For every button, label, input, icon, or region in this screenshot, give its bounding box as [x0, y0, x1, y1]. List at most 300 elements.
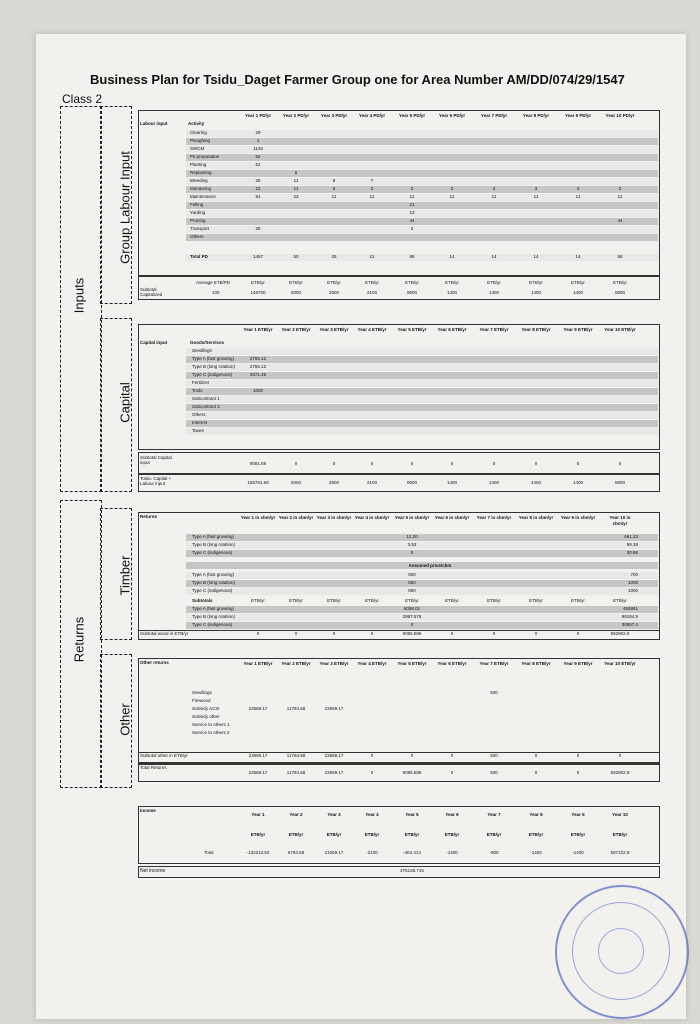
pd-value: 22 — [255, 186, 261, 191]
labour-section-label: Group Labour Input — [117, 151, 133, 264]
capital-value: 2571.45 — [249, 372, 267, 377]
row-shading — [186, 404, 658, 411]
pd-value: 11 — [533, 194, 539, 199]
subtotal-value: 0 — [410, 622, 414, 627]
subtotal-value: 0 — [618, 753, 622, 758]
price-value: 850 — [408, 580, 416, 585]
column-header: Year 3 in cbm/yr — [316, 515, 352, 520]
timber-section-label: Timber — [117, 555, 133, 596]
year-header: Year 6 — [445, 812, 459, 817]
total-value: 9095.586 — [402, 770, 422, 775]
pd-value: 62 — [255, 162, 261, 167]
income-value: -404.414 — [403, 850, 421, 855]
year-header: Year 10 — [612, 812, 628, 817]
activity-label: Replanting — [190, 170, 212, 175]
activity-label: Ploughing — [190, 138, 211, 143]
unit-header: ETB/yr — [326, 832, 342, 837]
row-shading — [186, 412, 658, 419]
column-header: Year 6 ETB/yr — [437, 327, 467, 332]
total-value: 1400 — [530, 480, 541, 485]
pd-value: 14 — [449, 254, 455, 259]
subtotal-value: 0 — [450, 753, 454, 758]
goods-label: Fertilizer — [192, 380, 210, 385]
column-header: Year 3 PD/yr — [320, 113, 348, 118]
total-value: 592902.9 — [610, 770, 630, 775]
subtotal-value: 0 — [370, 461, 374, 466]
activity-label: Weeding — [190, 178, 208, 183]
pd-value: 11 — [331, 194, 337, 199]
pd-value: 14 — [575, 254, 581, 259]
year-header: Year 2 — [289, 812, 303, 817]
goods-label: Interest — [192, 420, 208, 425]
subtotal-value: 1400 — [572, 290, 583, 295]
total-value: 2500 — [328, 480, 339, 485]
pd-value: 11 — [293, 186, 299, 191]
other-value: 500 — [490, 690, 498, 695]
subtotal-value: 9095.586 — [402, 631, 422, 636]
row-shading — [186, 420, 658, 427]
other-value: 23569.17 — [324, 706, 344, 711]
column-header: Year 10 ETB/yr — [604, 661, 636, 666]
subtotal-value: 0 — [256, 631, 260, 636]
column-header: Year 7 in cbm/yr — [476, 515, 512, 520]
pd-value: 21 — [369, 254, 375, 259]
pd-value: 3 — [618, 186, 622, 191]
pd-value: 3 — [576, 186, 580, 191]
unit-header: ETB/yr — [613, 280, 627, 285]
income-value: 6784.58 — [287, 850, 305, 855]
page-title: Business Plan for Tsidu_Daget Farmer Group one for Area Number AM/DD/074/29/1547 — [90, 72, 625, 87]
subtotal-value: 1400 — [446, 290, 457, 295]
column-header: Year 6 ETB/yr — [437, 661, 467, 666]
pd-value: 11 — [491, 194, 497, 199]
activity-label: Maintenance — [190, 194, 216, 199]
pd-value: 6 — [294, 170, 298, 175]
species-label: Type A (fast growing) — [192, 572, 235, 577]
pd-value: 3 — [410, 226, 414, 231]
pd-value: 3 — [492, 186, 496, 191]
column-header: Year 9 PD/yr — [564, 113, 592, 118]
column-header: Year 3 ETB/yr — [319, 327, 349, 332]
unit-header: ETB/yr — [404, 832, 420, 837]
unit-header: ETB/yr — [251, 280, 265, 285]
unit-header: ETB/yr — [405, 280, 419, 285]
column-header: Year 7 PD/yr — [480, 113, 508, 118]
other-return-label: Subsidy ACSI — [192, 706, 220, 711]
pd-value: 50 — [293, 254, 299, 259]
column-header: Year 6 in cbm/yr — [434, 515, 470, 520]
pd-value: 11 — [617, 194, 623, 199]
column-header: Year 5 in cbm/yr — [394, 515, 430, 520]
activity-label: Transport — [190, 226, 210, 231]
other-section-label: Other — [117, 703, 133, 736]
pd-value: 4 — [256, 138, 260, 143]
pd-value: 25 — [331, 254, 337, 259]
column-header: Year 2 ETB/yr — [281, 327, 311, 332]
unit-header: ETB/yr — [445, 280, 459, 285]
pd-value: 44 — [409, 218, 415, 223]
column-header: Year 10 PD/yr — [605, 113, 635, 118]
subtotal-value: 0 — [332, 631, 336, 636]
pd-value: 11 — [449, 194, 455, 199]
subtotal-value: 6098.01 — [403, 606, 421, 611]
column-header: Year 5 PD/yr — [398, 113, 426, 118]
pd-value: 11 — [409, 194, 415, 199]
total-label: Total — [204, 850, 214, 855]
column-header: Year 9 in cbm/yr — [560, 515, 596, 520]
price-value: 500 — [408, 572, 416, 577]
column-header: Year 9 ETB/yr — [563, 661, 593, 666]
pd-value: 25 — [255, 226, 261, 231]
year-header: Year 5 — [405, 812, 419, 817]
income-value: -1400 — [572, 850, 584, 855]
unit-header: ETB/yr — [250, 832, 266, 837]
total-label: Total= Capital + Labour input — [140, 476, 172, 486]
stamp-emblem — [598, 928, 644, 974]
goods-label: Subcontract 2 — [192, 404, 220, 409]
total-value: 1400 — [488, 480, 499, 485]
volume-value: 0 — [410, 550, 414, 555]
subtotal-value: 1400 — [488, 290, 499, 295]
activity-label: Others — [190, 234, 204, 239]
species-label: Type B (long rotation) — [192, 614, 236, 619]
capital-value: 2755.12 — [249, 364, 267, 369]
subtotal-value: 1400 — [530, 290, 541, 295]
net-income-label: Net income — [140, 868, 166, 874]
species-label: Type B (long rotation) — [192, 542, 236, 547]
pd-value: 3 — [410, 186, 414, 191]
capital-value: 1000 — [252, 388, 263, 393]
subtotal-label: Subtotal Capital input — [140, 455, 172, 465]
column-header: Year 4 ETB/yr — [357, 327, 387, 332]
column-header: Year 10 in cbm/yr — [609, 515, 631, 526]
pd-value: 13 — [409, 210, 415, 215]
subtotal-label: Subtotal other in ETB/yr — [140, 753, 188, 758]
subtotal-value: 0 — [576, 753, 580, 758]
column-header: Year 8 in cbm/yr — [518, 515, 554, 520]
column-header: Year 4 ETB/yr — [357, 661, 387, 666]
column-header: Year 1 ETB/yr — [243, 327, 273, 332]
subtotal-value: 23569.17 — [248, 753, 268, 758]
goods-label: Tools — [192, 388, 203, 393]
unit-header: ETB/yr — [365, 280, 379, 285]
subtotal-value: 2500 — [328, 290, 339, 295]
species-label: Type A (fast growing) — [192, 534, 235, 539]
subtotal-value: 0 — [294, 461, 298, 466]
unit-header: ETB/yr — [327, 280, 341, 285]
other-value: 11784.58 — [286, 706, 306, 711]
inputs-group-label: Inputs — [71, 277, 87, 314]
subtotal-value: 146700 — [250, 290, 266, 295]
pd-value: 11 — [369, 194, 375, 199]
unit-header: ETB/yr — [529, 598, 543, 603]
subtotal-value: 99184.5 — [621, 614, 638, 619]
net-income-value: 475139.716 — [400, 868, 424, 873]
other-table-box — [138, 658, 660, 764]
species-label: Type A (fast growing) — [192, 606, 235, 611]
subtotal-value: 0 — [450, 461, 454, 466]
unit-header: ETB/yr — [571, 280, 585, 285]
column-header: Year 2 ETB/yr — [281, 661, 311, 666]
subtotal-value: 0 — [332, 461, 336, 466]
column-header: Year 5 ETB/yr — [397, 661, 427, 666]
subtotal-value: 0 — [370, 753, 374, 758]
pd-value: 91 — [255, 194, 261, 199]
subtotal-label: Subtotal wood in ETB/yr — [140, 631, 189, 636]
volume-value: 3.53 — [407, 542, 417, 547]
activity-label: Pit preparation — [190, 154, 220, 159]
subtotal-value: 2997.576 — [402, 614, 422, 619]
year-header: Year 7 — [487, 812, 501, 817]
unit-header: ETB/yr — [445, 598, 459, 603]
subtotal-value: 0 — [410, 753, 414, 758]
other-return-label: Service to others 1 — [192, 722, 230, 727]
subtotal-value: 0 — [576, 461, 580, 466]
price-value: 700 — [630, 572, 638, 577]
total-value: 5800 — [614, 480, 625, 485]
corner-label: Capital input — [140, 340, 168, 345]
pd-value: 44 — [617, 218, 623, 223]
corner-label: Labour input — [140, 121, 168, 126]
subtotal-value: 23569.17 — [324, 753, 344, 758]
other-value: 23569.17 — [248, 706, 268, 711]
activity-label: Felling — [190, 202, 204, 207]
subtotal-value: 9081.69 — [249, 461, 267, 466]
subtotal-value: 0 — [534, 753, 538, 758]
pd-value: 6 — [332, 186, 336, 191]
column-header: Year 1 ETB/yr — [243, 661, 273, 666]
goods-label: Type B (long rotation) — [192, 364, 236, 369]
assumed-price-label: Assumed price/cbm — [408, 563, 452, 568]
volume-value: 99.18 — [626, 542, 638, 547]
unit-header: ETB/yr — [444, 832, 460, 837]
species-label: Type C (indigenous) — [192, 622, 233, 627]
goods-label: Seedlings — [192, 348, 212, 353]
subtotals-label: Subtotals — [192, 598, 213, 603]
column-header: Year 10 ETB/yr — [604, 327, 636, 332]
goods-label: Others — [192, 412, 206, 417]
unit-header: ETB/yr — [570, 832, 586, 837]
corner-label: Goods/Services — [190, 340, 225, 345]
year-header: Year 8 — [529, 812, 543, 817]
subtotal-value: 462861 — [622, 606, 638, 611]
other-return-label: Firewood — [192, 698, 211, 703]
avg-label: Average ETB/PD — [196, 280, 231, 285]
column-header: Year 7 ETB/yr — [479, 661, 509, 666]
corner-label: Returns — [140, 514, 158, 519]
total-label: Total Returns — [140, 765, 167, 770]
income-value: -1400 — [530, 850, 542, 855]
row-shading — [186, 234, 658, 241]
column-header: Year 6 PD/yr — [438, 113, 466, 118]
other-return-label: Service to others 2 — [192, 730, 230, 735]
total-value: 11784.58 — [286, 770, 306, 775]
row-shading — [186, 170, 658, 177]
column-header: Year 7 ETB/yr — [479, 327, 509, 332]
goods-label: Type A (fast growing) — [192, 356, 235, 361]
subtotal-value: 0 — [618, 461, 622, 466]
subtotal-value: 0 — [492, 461, 496, 466]
unit-header: ETB/yr — [327, 598, 341, 603]
column-header: Year 3 ETB/yr — [319, 661, 349, 666]
subtotal-value: 11784.58 — [286, 753, 306, 758]
pd-value: 62 — [255, 154, 261, 159]
year-header: Year 3 — [327, 812, 341, 817]
total-value: 5000 — [290, 480, 301, 485]
volume-value: 30.86 — [626, 550, 638, 555]
species-label: Type C (indigenous) — [192, 550, 233, 555]
column-header: Year 5 ETB/yr — [397, 327, 427, 332]
row-shading — [186, 348, 658, 355]
unit-header: ETB/yr — [487, 598, 501, 603]
column-header: Year 2 PD/yr — [282, 113, 310, 118]
volume-value: 12.20 — [406, 534, 418, 539]
unit-header: ETB/yr — [487, 280, 501, 285]
subtotal-value: 5000 — [290, 290, 301, 295]
pd-value: 3 — [450, 186, 454, 191]
row-shading — [186, 428, 658, 435]
column-header: Year 9 ETB/yr — [563, 327, 593, 332]
unit-header: ETB/yr — [365, 598, 379, 603]
unit-header: ETB/yr — [613, 598, 627, 603]
other-return-label: Seedlings — [192, 690, 212, 695]
column-header: Year 8 ETB/yr — [521, 327, 551, 332]
corner-label: Activity — [188, 121, 205, 126]
subtotal-value: 0 — [370, 631, 374, 636]
total-value: 0 — [576, 770, 580, 775]
activity-label: Clearing — [190, 130, 207, 135]
column-header: Year 8 ETB/yr — [521, 661, 551, 666]
subtotal-value: 500 — [490, 753, 498, 758]
total-value: 155781.69 — [247, 480, 269, 485]
capital-section-label: Capital — [117, 382, 133, 423]
total-value: 1400 — [572, 480, 583, 485]
unit-header: ETB/yr — [612, 832, 628, 837]
row-shading — [186, 380, 658, 387]
column-header: Year 1 PD/yr — [244, 113, 272, 118]
total-value: 9500 — [406, 480, 417, 485]
unit-header: ETB/yr — [486, 832, 502, 837]
subtotal-value: 0 — [576, 631, 580, 636]
avg-value: 100 — [212, 290, 220, 295]
year-header: Year 9 — [571, 812, 585, 817]
unit-header: ETB/yr — [251, 598, 265, 603]
pd-value: 1148 — [253, 146, 263, 151]
activity-label: Yarding — [190, 210, 206, 215]
subtotal-value: 0 — [410, 461, 414, 466]
activity-label: Planting — [190, 162, 207, 167]
column-header: Year 2 in cbm/yr — [278, 515, 314, 520]
income-value: -900 — [489, 850, 499, 855]
unit-header: ETB/yr — [289, 280, 303, 285]
unit-header: ETB/yr — [571, 598, 585, 603]
goods-label: Type C (indigenous) — [192, 372, 233, 377]
pd-value: 11 — [293, 178, 299, 183]
subtotal-value: 0 — [450, 631, 454, 636]
unit-header: ETB/yr — [364, 832, 380, 837]
activity-label: Monitoring — [190, 186, 212, 191]
total-value: 2100 — [366, 480, 377, 485]
activity-label: SWCM — [190, 146, 205, 151]
subtotal-value: 2100 — [366, 290, 377, 295]
price-value: 850 — [408, 588, 416, 593]
pd-value: 1467 — [252, 254, 263, 259]
pd-value: 29 — [255, 130, 261, 135]
income-value: 21069.17 — [324, 850, 344, 855]
total-value: 1400 — [446, 480, 457, 485]
subtotal-value: 0 — [294, 631, 298, 636]
subtotal-label: Subtotal Capitalized — [140, 287, 163, 297]
column-header: Year 8 PD/yr — [522, 113, 550, 118]
pd-value: 14 — [533, 254, 539, 259]
year-header: Year 1 — [251, 812, 265, 817]
year-header: Year 4 — [365, 812, 379, 817]
income-value: -132212.52 — [246, 850, 270, 855]
income-value: -2100 — [366, 850, 378, 855]
row-shading — [186, 396, 658, 403]
unit-header: ETB/yr — [288, 832, 304, 837]
total-value: 0 — [534, 770, 538, 775]
pd-value: 11 — [575, 194, 581, 199]
pd-value: 58 — [617, 254, 623, 259]
total-value: 0 — [450, 770, 454, 775]
pd-value: 21 — [409, 202, 415, 207]
corner-label: Other returns — [140, 660, 169, 665]
goods-label: Subcontract 1 — [192, 396, 220, 401]
goods-label: Taxes — [192, 428, 204, 433]
unit-header: ETB/yr — [289, 598, 303, 603]
total-value: 23569.17 — [324, 770, 344, 775]
pd-value: 23 — [293, 194, 299, 199]
subtotal-value: 0 — [534, 631, 538, 636]
subtotal-value: 592902.9 — [610, 631, 630, 636]
total-value: 0 — [370, 770, 374, 775]
species-label: Type B (long rotation) — [192, 580, 236, 585]
column-header: Year 1 in cbm/yr — [240, 515, 276, 520]
column-header: Year 4 PD/yr — [358, 113, 386, 118]
subtotal-value: 0 — [492, 631, 496, 636]
pd-value: 14 — [491, 254, 497, 259]
subtotal-value: 9500 — [406, 290, 417, 295]
other-return-label: Subsidy other — [192, 714, 220, 719]
pd-value: 3 — [370, 186, 374, 191]
subtotal-value: 5800 — [614, 290, 625, 295]
activity-label: Total PD — [190, 254, 208, 259]
price-value: 1000 — [627, 588, 638, 593]
income-value: -1400 — [446, 850, 458, 855]
capital-value: 2755.12 — [249, 356, 267, 361]
income-value: 587102.9 — [610, 850, 630, 855]
total-value: 500 — [490, 770, 498, 775]
volume-value: 661.23 — [624, 534, 638, 539]
pd-value: 7 — [370, 178, 374, 183]
unit-header: ETB/yr — [528, 832, 544, 837]
species-label: Type C (indigenous) — [192, 588, 233, 593]
unit-header: ETB/yr — [529, 280, 543, 285]
pd-value: 8 — [332, 178, 336, 183]
column-header: Year 4 in cbm/yr — [354, 515, 390, 520]
corner-label: Income — [140, 808, 156, 813]
pd-value: 3 — [534, 186, 538, 191]
pd-value: 95 — [409, 254, 415, 259]
subtotal-value: 30857.4 — [621, 622, 638, 627]
pd-value: 26 — [255, 178, 261, 183]
price-value: 1000 — [627, 580, 638, 585]
unit-header: ETB/yr — [405, 598, 419, 603]
returns-group-label: Returns — [71, 616, 87, 663]
subtotal-value: 0 — [534, 461, 538, 466]
class-label: Class 2 — [62, 92, 103, 106]
